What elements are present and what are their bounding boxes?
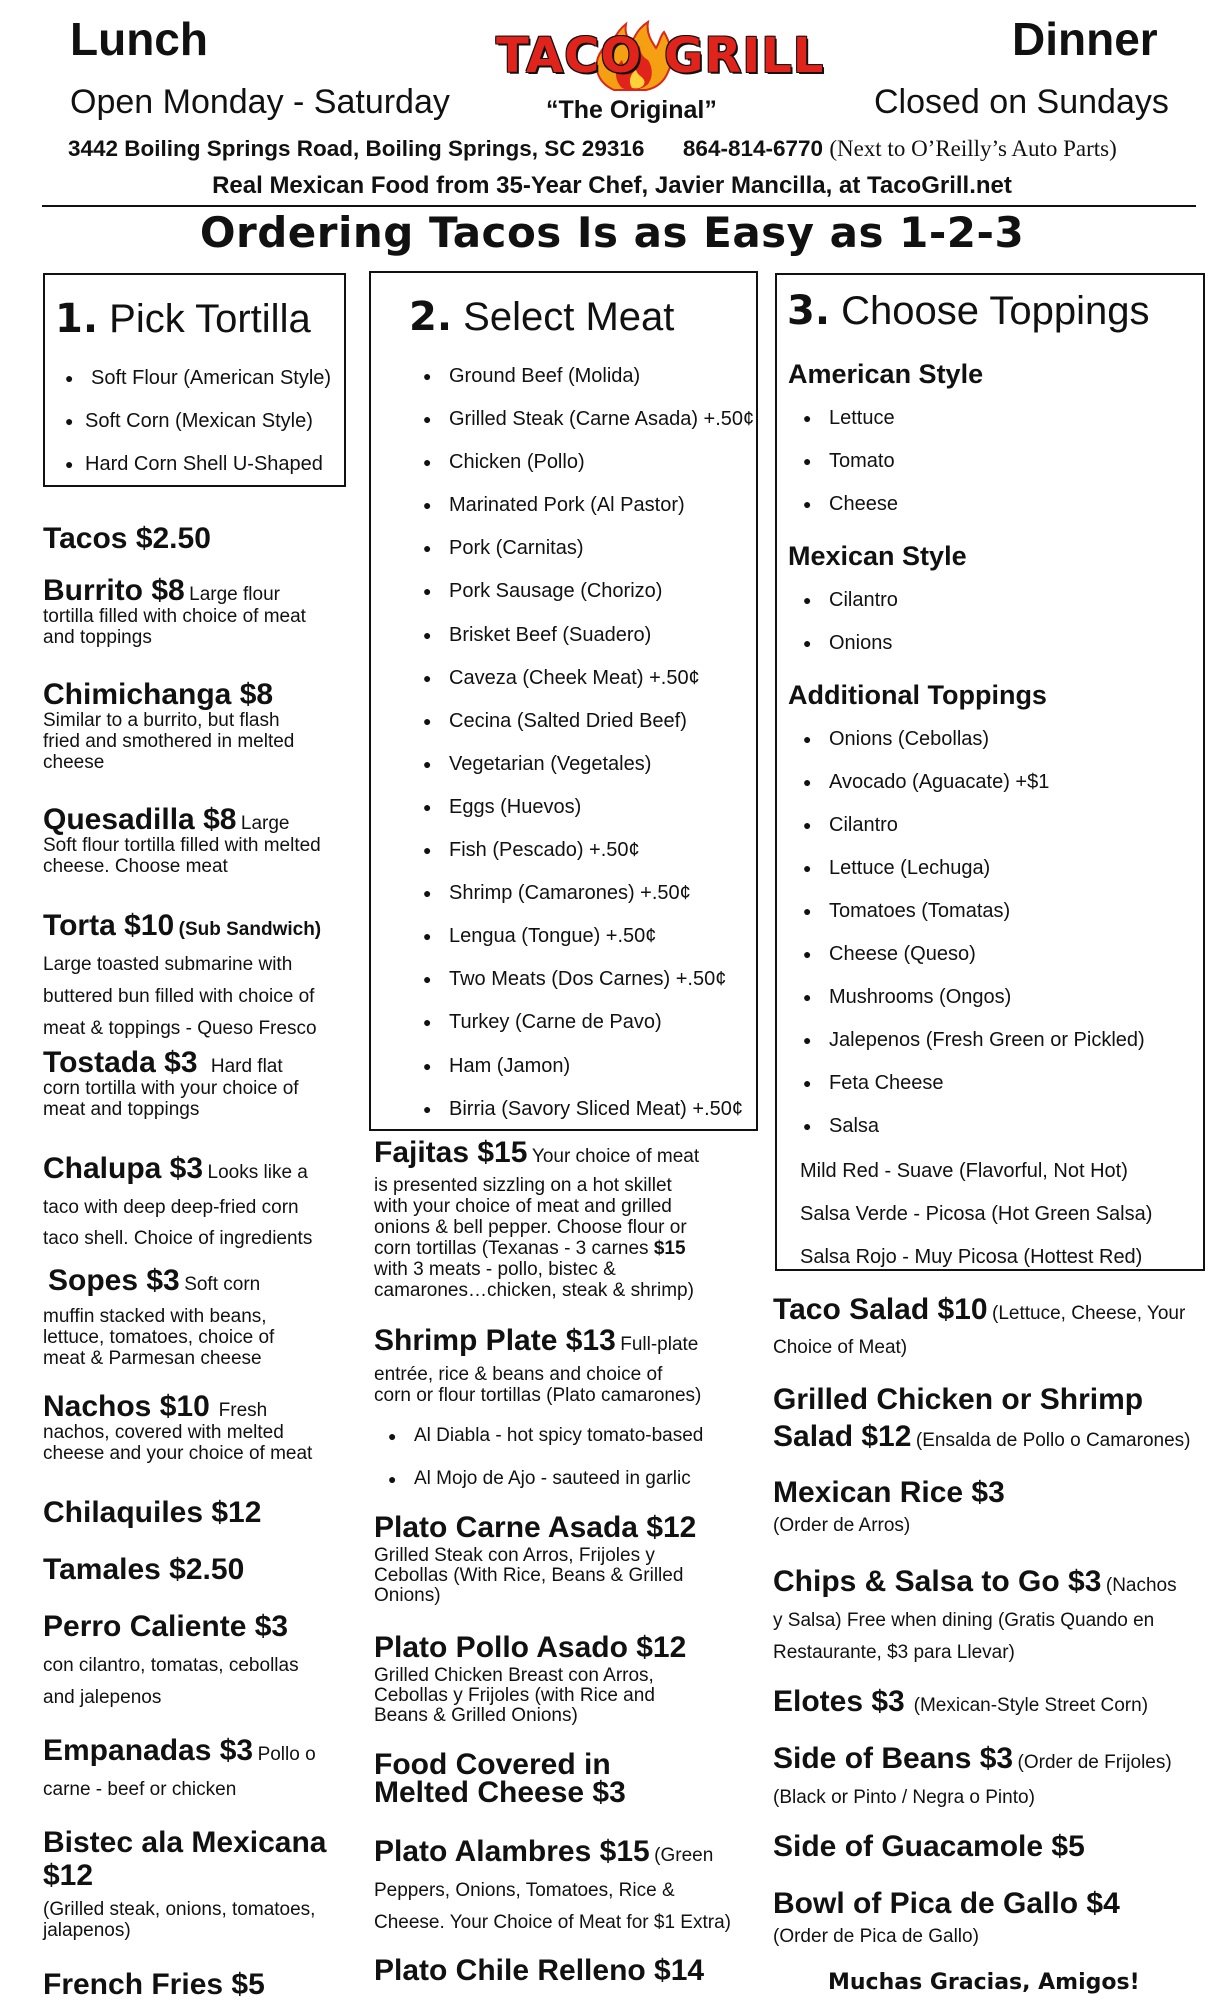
taco-grill-logo	[492, 20, 825, 92]
item-desc: and jalepenos	[43, 1687, 162, 1708]
list-item: ● Onions (Cebollas)	[803, 726, 1145, 769]
menu-item-elotes	[773, 1684, 1148, 1725]
menu-item-empanadas	[43, 1733, 316, 1806]
item-desc: cheese	[43, 752, 105, 773]
menu-item-side-beans	[773, 1741, 1172, 1814]
logo-taco: TACO	[496, 28, 643, 84]
salsa-option: Mild Red - Suave (Flavorful, Not Hot)	[800, 1160, 1128, 1182]
step3-number: 3.	[787, 288, 831, 334]
list-item: ● Cilantro	[803, 587, 898, 630]
list-item: ● Jalepenos (Fresh Green or Pickled)	[803, 1027, 1145, 1070]
menu-item-chilaquiles	[43, 1496, 261, 1530]
item-desc: Large toasted submarine with	[43, 954, 293, 975]
menu-item-perro-caliente	[43, 1609, 299, 1714]
item-name: Melted Cheese $3	[374, 1776, 626, 1809]
menu-item-chile-relleno	[374, 1954, 704, 1988]
menu-item-plato-carne-asada	[374, 1510, 696, 1606]
item-subtitle: (Sub Sandwich)	[178, 919, 322, 940]
item-desc: with your choice of meat and grilled	[374, 1196, 672, 1217]
list-item: ● Lengua (Tongue) +.50¢	[423, 923, 754, 966]
address: 3442 Boiling Springs Road, Boiling Springs, SC 29316	[68, 136, 645, 161]
item-desc: Cheese. Your Choice of Meat for $1 Extra)	[374, 1912, 731, 1933]
tagline: “The Original”	[546, 96, 717, 124]
list-item: ● Pork Sausage (Chorizo)	[423, 578, 754, 621]
item-name: Shrimp Plate $13	[374, 1324, 616, 1357]
step1-label: Pick Tortilla	[109, 297, 311, 341]
open-hours: Open Monday - Saturday	[70, 83, 450, 121]
item-desc: con cilantro, tomatas, cebollas	[43, 1655, 299, 1676]
item-desc: Restaurante, $3 para Llevar)	[773, 1642, 1015, 1663]
salsa-option: Salsa Rojo - Muy Picosa (Hottest Red)	[800, 1246, 1143, 1268]
menu-item-plato-pollo-asado	[374, 1630, 686, 1726]
item-desc: Peppers, Onions, Tomatoes, Rice &	[374, 1880, 675, 1901]
list-item: ● Marinated Pork (Al Pastor)	[423, 492, 754, 535]
item-desc: entrée, rice & beans and choice of	[374, 1364, 663, 1385]
item-name: Plato Alambres $15	[374, 1835, 650, 1868]
step2-label: Select Meat	[463, 295, 675, 339]
step2-number: 2.	[409, 294, 453, 340]
list-item: ● Pork (Carnitas)	[423, 535, 754, 578]
menu-item-sopes-desc	[43, 1306, 274, 1369]
list-item: ● Lettuce (Lechuga)	[803, 855, 1145, 898]
list-item: ● Chicken (Pollo)	[423, 449, 754, 492]
list-item: ● Birria (Savory Sliced Meat) +.50¢	[423, 1096, 754, 1139]
menu-item-plato-alambres	[374, 1834, 731, 1939]
item-desc: muffin stacked with beans,	[43, 1306, 267, 1327]
item-price: $15	[653, 1238, 686, 1259]
item-desc: (Order de Pica de Gallo)	[773, 1926, 979, 1947]
item-desc: Choice of Meat)	[773, 1337, 908, 1358]
list-item: ● Cecina (Salted Dried Beef)	[423, 708, 754, 751]
item-price: $12	[43, 1859, 94, 1892]
item-desc: with 3 meats - pollo, bistec &	[374, 1259, 616, 1280]
mexican-toppings	[803, 587, 898, 673]
item-name: Elotes $3	[773, 1685, 905, 1718]
item-name: Side of Beans $3	[773, 1742, 1014, 1775]
item-desc: corn tortillas (Texanas - 3 carnes	[374, 1238, 649, 1259]
list-item: ● Salsa	[803, 1113, 1145, 1156]
list-item: ● Cilantro	[803, 812, 1145, 855]
menu-item-taco-salad	[773, 1292, 1185, 1363]
item-name: Nachos $10	[43, 1390, 210, 1423]
step2-box	[369, 271, 758, 1131]
step3-box	[775, 273, 1205, 1271]
menu-item-bistec	[43, 1827, 327, 1941]
menu-item-torta	[43, 908, 321, 1045]
list-item: ● Brisket Beef (Suadero)	[423, 622, 754, 665]
item-name: Plato Pollo Asado $12	[374, 1631, 687, 1664]
item-name: Fajitas $15	[374, 1136, 528, 1169]
shrimp-options	[388, 1423, 703, 1509]
item-desc: (Green	[654, 1845, 714, 1866]
logo-grill: GRILL	[664, 28, 825, 84]
item-desc: (Order de Frijoles)	[1017, 1752, 1172, 1773]
closed-hours: Closed on Sundays	[874, 83, 1169, 121]
menu-item-nachos	[43, 1390, 313, 1464]
mexican-style-heading: Mexican Style	[788, 541, 967, 571]
item-name: Perro Caliente $3	[43, 1610, 289, 1643]
item-desc: Similar to a burrito, but flash	[43, 710, 280, 731]
item-desc: (Mexican-Style Street Corn)	[913, 1695, 1149, 1716]
tortilla-list	[65, 365, 331, 494]
item-desc: lettuce, tomatoes, choice of	[43, 1327, 275, 1348]
item-name: Sopes $3	[48, 1264, 180, 1297]
list-item: ● Soft Flour (American Style)	[65, 365, 331, 408]
thanks-text: Muchas Gracias, Amigos!	[828, 1970, 1140, 1995]
item-desc: (Lettuce, Cheese, Your	[992, 1303, 1186, 1324]
ordering-title: Ordering Tacos Is as Easy as 1-2-3	[199, 208, 1025, 257]
item-desc: Large flour	[189, 584, 280, 605]
real-food-line: Real Mexican Food from 35-Year Chef, Javier Mancilla, at TacoGrill.net	[212, 172, 1012, 199]
list-item: ● Vegetarian (Vegetales)	[423, 751, 754, 794]
menu-item-mexican-rice	[773, 1475, 1005, 1541]
menu-item-tacos	[43, 522, 211, 556]
item-desc: Beans & Grilled Onions)	[374, 1705, 578, 1726]
item-desc: (Grilled steak, onions, tomatoes,	[43, 1899, 316, 1920]
dinner-heading: Dinner	[1012, 13, 1158, 65]
item-name: Chalupa $3	[43, 1152, 204, 1185]
item-desc: Cebollas y Frijoles (with Rice and	[374, 1685, 655, 1706]
salsa-option: Salsa Verde - Picosa (Hot Green Salsa)	[800, 1203, 1153, 1225]
menu-item-food-covered	[374, 1748, 626, 1809]
item-name: Plato Carne Asada $12	[374, 1511, 697, 1544]
step3-label: Choose Toppings	[841, 289, 1150, 333]
item-desc: Onions)	[374, 1585, 441, 1606]
list-item: ● Feta Cheese	[803, 1070, 1145, 1113]
header-divider	[42, 205, 1196, 207]
item-name: Grilled Chicken or Shrimp	[773, 1383, 1144, 1416]
item-name: Quesadilla $8	[43, 803, 237, 836]
step3-title	[787, 288, 1150, 334]
list-item: ● Two Meats (Dos Carnes) +.50¢	[423, 966, 754, 1009]
item-name: Chimichanga $8	[43, 678, 274, 711]
item-desc: cheese. Choose meat	[43, 856, 228, 877]
list-item: ● Ground Beef (Molida)	[423, 363, 754, 406]
list-item: ● Hard Corn Shell U-Shaped	[65, 451, 331, 494]
item-name: Salad $12	[773, 1420, 912, 1453]
item-desc: Pollo o	[257, 1744, 316, 1765]
item-name: Plato Chile Relleno $14	[374, 1954, 705, 1987]
item-desc: (Nachos	[1105, 1575, 1177, 1596]
item-desc: tortilla filled with choice of meat	[43, 606, 306, 627]
list-item: ● Soft Corn (Mexican Style)	[65, 408, 331, 451]
menu-item-shrimp-plate	[374, 1323, 701, 1406]
item-desc: (Order de Arros)	[773, 1515, 911, 1536]
menu-item-tamales	[43, 1553, 244, 1587]
menu-item-pica-de-gallo	[773, 1886, 1120, 1952]
item-desc: cheese and your choice of meat	[43, 1443, 313, 1464]
item-desc: meat and toppings	[43, 1099, 200, 1120]
item-desc: fried and smothered in melted	[43, 731, 295, 752]
item-name: Taco Salad $10	[773, 1293, 988, 1326]
phone: 864-814-6770	[682, 136, 824, 161]
list-item: ● Tomatoes (Tomatas)	[803, 898, 1145, 941]
item-desc: corn or flour tortillas (Plato camarones)	[374, 1385, 702, 1406]
menu-item-chips-salsa	[773, 1564, 1177, 1669]
item-desc: Looks like a	[207, 1162, 308, 1183]
menu-item-quesadilla	[43, 803, 321, 877]
list-item: ● Al Mojo de Ajo - sauteed in garlic	[388, 1466, 703, 1509]
menu-item-fajitas	[374, 1136, 699, 1301]
list-item: ● Cheese	[803, 491, 898, 534]
additional-toppings-heading: Additional Toppings	[788, 680, 1047, 710]
item-desc: Grilled Chicken Breast con Arros,	[374, 1665, 654, 1686]
thanks-message	[828, 1970, 1140, 1995]
address-line	[68, 136, 1117, 162]
list-item: ● Ham (Jamon)	[423, 1053, 754, 1096]
item-desc: Grilled Steak con Arros, Frijoles y	[374, 1545, 655, 1566]
item-name: Bistec ala Mexicana	[43, 1826, 327, 1859]
item-name: Tostada $3	[43, 1046, 198, 1079]
list-item: ● Onions	[803, 630, 898, 673]
item-name: Tamales $2.50	[43, 1553, 245, 1586]
menu-item-grilled-salad	[773, 1382, 1190, 1461]
item-name: Empanadas $3	[43, 1734, 254, 1767]
list-item: ● Lettuce	[803, 405, 898, 448]
menu-item-chalupa	[43, 1151, 312, 1254]
next-to-note: (Next to O’Reilly’s Auto Parts)	[829, 136, 1117, 161]
step1-box	[43, 273, 346, 487]
item-desc: corn tortilla with your choice of	[43, 1078, 299, 1099]
item-desc: (Ensalda de Pollo o Camarones)	[915, 1430, 1191, 1451]
menu-item-chimichanga	[43, 678, 295, 773]
item-desc: buttered bun filled with choice of	[43, 986, 315, 1007]
item-desc: Large	[240, 813, 290, 834]
menu-item-french-fries	[43, 1968, 265, 2002]
item-desc: carne - beef or chicken	[43, 1779, 237, 1800]
item-name: Chips & Salsa to Go $3	[773, 1565, 1102, 1598]
list-item: ● Cheese (Queso)	[803, 941, 1145, 984]
item-name: Mexican Rice $3	[773, 1476, 1005, 1509]
item-name: Food Covered in	[374, 1748, 611, 1781]
item-desc: meat & Parmesan cheese	[43, 1348, 262, 1369]
list-item: ● Eggs (Huevos)	[423, 794, 754, 837]
item-desc: taco shell. Choice of ingredients	[43, 1228, 313, 1249]
item-desc: Your choice of meat	[531, 1146, 700, 1167]
additional-toppings	[803, 726, 1145, 1156]
item-desc: Soft flour tortilla filled with melted	[43, 835, 321, 856]
list-item: ● Shrimp (Camarones) +.50¢	[423, 880, 754, 923]
list-item: ● Avocado (Aguacate) +$1	[803, 769, 1145, 812]
item-name: Burrito $8	[43, 574, 185, 607]
list-item: ● Fish (Pescado) +.50¢	[423, 837, 754, 880]
item-desc: jalapenos)	[43, 1920, 131, 1941]
item-desc: (Black or Pinto / Negra o Pinto)	[773, 1787, 1035, 1808]
item-desc: is presented sizzling on a hot skillet	[374, 1175, 672, 1196]
item-desc: and toppings	[43, 627, 152, 648]
lunch-heading: Lunch	[70, 13, 208, 65]
item-desc: Hard flat	[210, 1056, 283, 1077]
item-desc: nachos, covered with melted	[43, 1422, 284, 1443]
menu-item-side-guacamole	[773, 1830, 1085, 1864]
item-desc: taco with deep deep-fried corn	[43, 1197, 299, 1218]
item-desc: Fresh	[218, 1400, 268, 1421]
item-name: French Fries $5	[43, 1968, 265, 2001]
menu-item-sopes	[48, 1264, 261, 1297]
american-toppings	[803, 405, 898, 534]
list-item: ● Turkey (Carne de Pavo)	[423, 1009, 754, 1052]
item-desc: camarones…chicken, steak & shrimp)	[374, 1280, 694, 1301]
list-item: ● Tomato	[803, 448, 898, 491]
item-name: Chilaquiles $12	[43, 1496, 262, 1529]
list-item: ● Al Diabla - hot spicy tomato-based	[388, 1423, 703, 1466]
step1-number: 1.	[55, 296, 99, 342]
menu-item-tostada	[43, 1046, 299, 1120]
item-desc: meat & toppings - Queso Fresco	[43, 1018, 317, 1039]
item-name: Side of Guacamole $5	[773, 1830, 1085, 1863]
meat-list	[423, 363, 754, 1139]
item-name: Bowl of Pica de Gallo $4	[773, 1887, 1120, 1920]
item-name: Tacos $2.50	[43, 522, 211, 555]
step2-title	[409, 294, 675, 340]
item-desc: Cebollas (With Rice, Beans & Grilled	[374, 1565, 684, 1586]
list-item: ● Mushrooms (Ongos)	[803, 984, 1145, 1027]
item-desc: Soft corn	[184, 1274, 261, 1295]
step1-title	[55, 296, 311, 342]
list-item: ● Caveza (Cheek Meat) +.50¢	[423, 665, 754, 708]
item-desc: y Salsa) Free when dining (Gratis Quando en	[773, 1610, 1155, 1631]
american-style-heading: American Style	[788, 359, 984, 389]
list-item: ● Grilled Steak (Carne Asada) +.50¢	[423, 406, 754, 449]
menu-item-burrito	[43, 574, 306, 648]
item-desc: Full-plate	[620, 1334, 699, 1355]
item-desc: onions & bell pepper. Choose flour or	[374, 1217, 687, 1238]
item-name: Torta $10	[43, 909, 175, 942]
